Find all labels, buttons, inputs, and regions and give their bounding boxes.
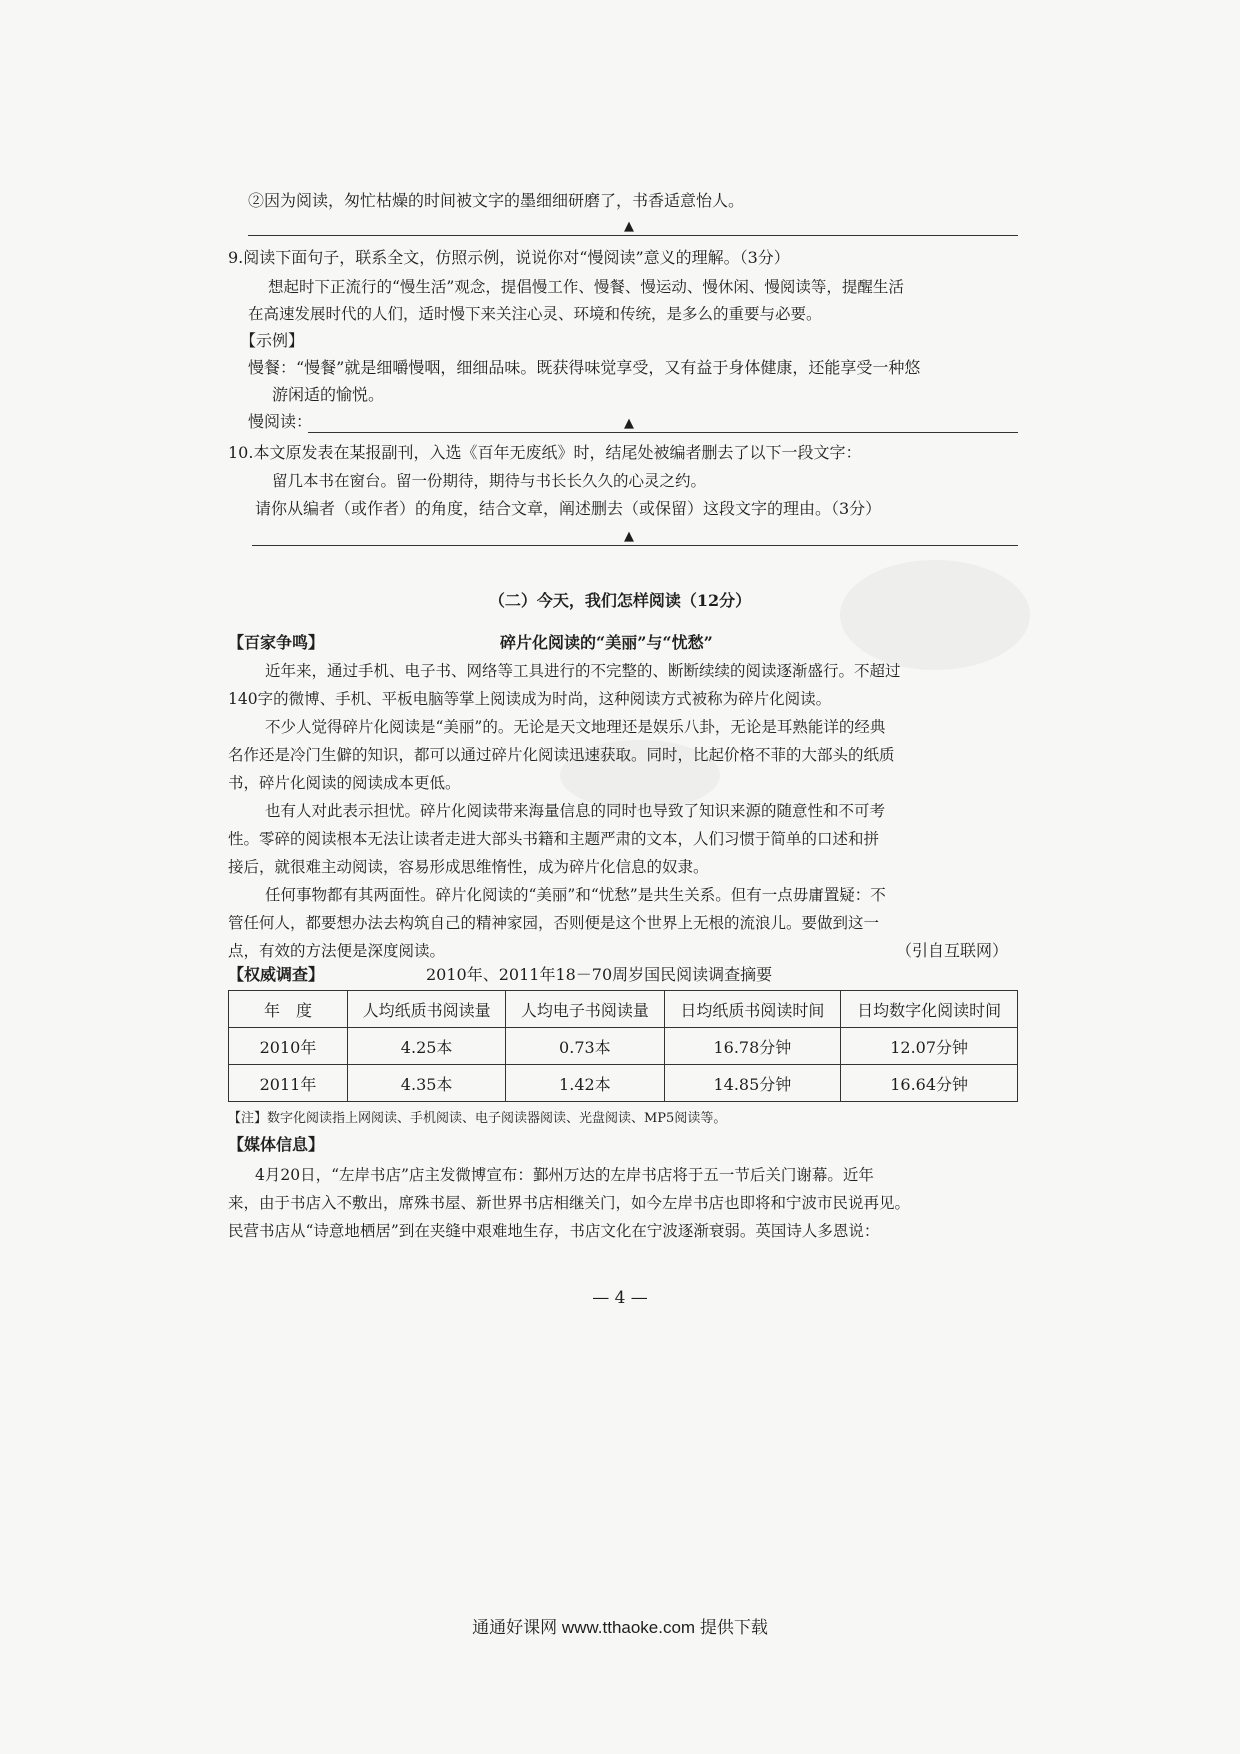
- debate-paragraph-line: 名作还是冷门生僻的知识，都可以通过碎片化阅读迅速获取。同时，比起价格不菲的大部头的纸质: [228, 746, 895, 764]
- debate-label: 【百家争鸣】: [228, 633, 325, 652]
- answer-mark: ▲: [624, 219, 634, 234]
- debate-paragraph-line: 点，有效的方法便是深度阅读。: [228, 942, 446, 960]
- q9-quote-line: 在高速发展时代的人们，适时慢下来关注心灵、环境和传统，是多么的重要与必要。: [248, 305, 822, 323]
- debate-paragraph-line: 性。零碎的阅读根本无法让读者走进大部头书籍和主题严肃的文本，人们习惯于简单的口述和拼: [228, 830, 880, 848]
- section-title: （二）今天，我们怎样阅读（12分）: [488, 591, 752, 610]
- answer-line: [308, 432, 1018, 433]
- table-cell: 4.35本: [348, 1065, 506, 1102]
- table-cell: 12.07分钟: [841, 1028, 1018, 1065]
- q10-quote: 留几本书在窗台。留一份期待，期待与书长长久久的心灵之约。: [272, 472, 707, 490]
- example-text: 慢餐：“慢餐”就是细嚼慢咽，细细品味。既获得味觉享受，又有益于身体健康，还能享受一种悠: [248, 358, 921, 377]
- column-header: 人均纸质书阅读量: [348, 991, 506, 1028]
- debate-paragraph-line: 140字的微博、手机、平板电脑等掌上阅读成为时尚，这种阅读方式被称为碎片化阅读。: [228, 690, 832, 708]
- media-paragraph-line: 民营书店从“诗意地栖居”到在夹缝中艰难地生存，书店文化在宁波逐渐衰弱。英国诗人多恩说：: [228, 1222, 880, 1240]
- q10-task: 请你从编者（或作者）的角度，结合文章，阐述删去（或保留）这段文字的理由。（3分）: [255, 499, 882, 518]
- table-row: [229, 1065, 1018, 1102]
- answer-mark: ▲: [624, 416, 634, 431]
- answer-line: [252, 545, 1018, 546]
- table-header-row: [229, 991, 1018, 1028]
- survey-note: 【注】数字化阅读指上网阅读、手机阅读、电子阅读器阅读、光盘阅读、MP5阅读等。: [228, 1111, 727, 1126]
- column-header: 年 度: [229, 991, 348, 1028]
- q8-item-2: ②因为阅读，匆忙枯燥的时间被文字的墨细细研磨了，书香适意怡人。: [248, 191, 745, 210]
- debate-paragraph-line: 书，碎片化阅读的阅读成本更低。: [228, 774, 461, 792]
- table-cell: 14.85分钟: [664, 1065, 841, 1102]
- answer-mark: ▲: [624, 529, 634, 544]
- q10-prompt: 10.本文原发表在某报副刊，入选《百年无废纸》时，结尾处被编者删去了以下一段文字：: [228, 443, 862, 462]
- column-header: 日均纸质书阅读时间: [664, 991, 841, 1028]
- footer-download-notice: 通通好课网 www.tthaoke.com 提供下载: [472, 1618, 768, 1637]
- table-cell: 0.73本: [506, 1028, 664, 1065]
- column-header: 人均电子书阅读量: [506, 991, 664, 1028]
- debate-paragraph-line: 任何事物都有其两面性。碎片化阅读的“美丽”和“忧愁”是共生关系。但有一点毋庸置疑：不: [265, 886, 886, 904]
- answer-label: 慢阅读：: [248, 412, 313, 431]
- table-cell: 1.42本: [506, 1065, 664, 1102]
- example-label: 【示例】: [240, 331, 305, 350]
- survey-heading: 2010年、2011年18－70周岁国民阅读调查摘要: [426, 965, 773, 984]
- example-text: 游闲适的愉悦。: [272, 385, 385, 404]
- table-cell: 2010年: [229, 1028, 348, 1065]
- table-row: [229, 1028, 1018, 1065]
- page-number: — 4 —: [592, 1288, 648, 1308]
- debate-paragraph-line: 不少人觉得碎片化阅读是“美丽”的。无论是天文地理还是娱乐八卦，无论是耳熟能详的经典: [265, 718, 886, 736]
- debate-source: （引自互联网）: [895, 941, 1008, 960]
- watermark-stamp: [840, 560, 1030, 670]
- q9-prompt: 9.阅读下面句子，联系全文，仿照示例，说说你对“慢阅读”意义的理解。（3分）: [228, 248, 790, 267]
- debate-paragraph-line: 接后，就很难主动阅读，容易形成思维惰性，成为碎片化信息的奴隶。: [228, 858, 709, 876]
- media-label: 【媒体信息】: [228, 1135, 325, 1154]
- debate-heading: 碎片化阅读的“美丽”与“忧愁”: [500, 633, 713, 652]
- table-cell: 2011年: [229, 1065, 348, 1102]
- table-cell: 4.25本: [348, 1028, 506, 1065]
- table-cell: 16.78分钟: [664, 1028, 841, 1065]
- table-cell: 16.64分钟: [841, 1065, 1018, 1102]
- media-paragraph-line: 来，由于书店入不敷出，席殊书屋、新世界书店相继关门，如今左岸书店也即将和宁波市民说再见。: [228, 1194, 911, 1212]
- debate-paragraph-line: 近年来，通过手机、电子书、网络等工具进行的不完整的、断断续续的阅读逐渐盛行。不超过: [265, 662, 901, 680]
- debate-paragraph-line: 也有人对此表示担忧。碎片化阅读带来海量信息的同时也导致了知识来源的随意性和不可考: [265, 802, 886, 820]
- q9-quote-line: 想起时下正流行的“慢生活”观念，提倡慢工作、慢餐、慢运动、慢休闲、慢阅读等，提醒生活: [268, 278, 904, 296]
- column-header: 日均数字化阅读时间: [841, 991, 1018, 1028]
- survey-table: [228, 990, 1018, 1102]
- answer-line: [248, 235, 1018, 236]
- media-paragraph-line: 4月20日，“左岸书店”店主发微博宣布：鄞州万达的左岸书店将于五一节后关门谢幕。近年: [255, 1166, 874, 1184]
- debate-paragraph-line: 管任何人，都要想办法去构筑自己的精神家园，否则便是这个世界上无根的流浪儿。要做到这一: [228, 914, 880, 932]
- survey-label: 【权威调查】: [228, 965, 325, 984]
